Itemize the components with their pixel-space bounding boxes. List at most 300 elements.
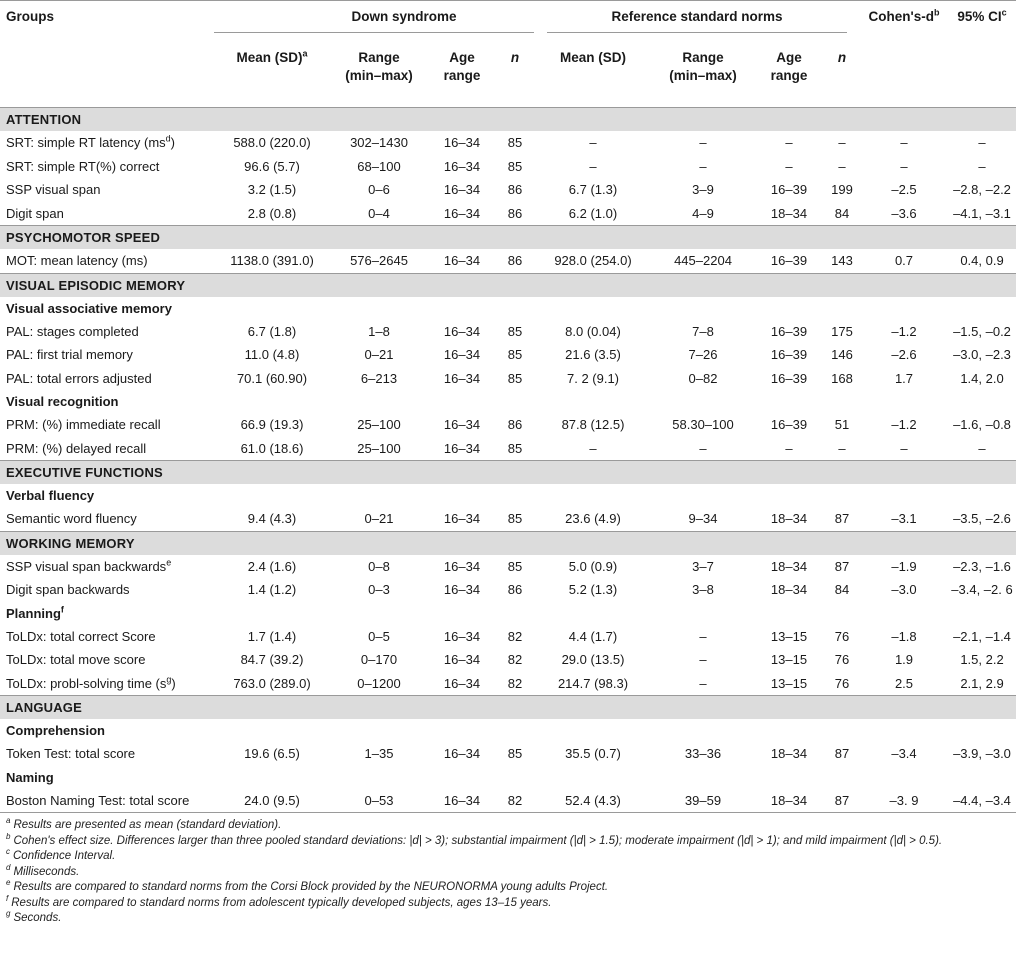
ref-age-cell: 18–34 bbox=[770, 511, 808, 527]
measure-label: SSP visual span bbox=[6, 182, 101, 198]
measure-label: Digit span backwards bbox=[6, 582, 130, 598]
footnote-mark: c bbox=[6, 847, 10, 857]
table-row bbox=[0, 625, 1016, 649]
ref-mean-cell: 6.7 (1.3) bbox=[568, 182, 618, 198]
ds-range-cell: 0–1200 bbox=[357, 675, 401, 691]
measure-label-cell bbox=[0, 672, 214, 696]
cohens-d-cell: –2.5 bbox=[891, 182, 917, 198]
ref-mean-cell: 4.4 (1.7) bbox=[568, 628, 618, 644]
ref-range-cell: 3–7 bbox=[692, 558, 714, 574]
ds-age-cell: 16–34 bbox=[428, 789, 496, 813]
subheading-text: Naming bbox=[6, 769, 54, 785]
cohens-d-cell: 1.9 bbox=[894, 652, 914, 668]
ref-age-cell: – bbox=[785, 135, 793, 151]
ds-n-header bbox=[496, 43, 534, 108]
ds-n-cell: 86 bbox=[507, 417, 523, 433]
ci-cell: –3.0, –2.3 bbox=[953, 347, 1011, 363]
measure-label: ToLDx: total move score bbox=[6, 652, 146, 668]
ref-n-cell: 199 bbox=[831, 182, 853, 198]
ds-age-cell: 16–34 bbox=[443, 746, 481, 762]
section-title: LANGUAGE bbox=[0, 696, 1016, 720]
ref-age-cell: 16–39 bbox=[770, 347, 808, 363]
subheading-text: Verbal fluency bbox=[6, 488, 95, 503]
measure-label-cell bbox=[0, 437, 214, 461]
ds-age-cell: 16–34 bbox=[443, 417, 481, 433]
measure-label-cell bbox=[0, 367, 214, 391]
ds-range-cell: 1–8 bbox=[368, 323, 390, 339]
section-title: PSYCHOMOTOR SPEED bbox=[0, 226, 1016, 250]
ds-n-cell: 85 bbox=[507, 135, 523, 151]
ds-range-cell: 0–170 bbox=[360, 652, 398, 668]
ds-range-cell: 6–213 bbox=[360, 370, 398, 386]
table-row bbox=[0, 155, 1016, 179]
ref-mean-cell: – bbox=[589, 135, 597, 151]
measure-label-cell bbox=[0, 249, 214, 273]
ds-mean-cell: 96.6 (5.7) bbox=[244, 158, 300, 174]
ci-label: 95% CI bbox=[957, 9, 1002, 24]
measure-label-cell bbox=[0, 555, 214, 579]
cohens-d-cell: –3.0 bbox=[891, 582, 917, 598]
ref-mean-label: Mean (SD) bbox=[559, 50, 626, 65]
ds-age-cell: 16–34 bbox=[443, 347, 481, 363]
measure-label: PAL: stages completed bbox=[6, 323, 139, 339]
empty-header-ci bbox=[948, 43, 1016, 108]
footnote-text: Cohen's effect size. Differences larger than three pooled standard deviations: |d| > 3); substantial impairment (|d| > 1.5); moderate impairment (|d| > 1); and mild impairment (|d| > 0.5). bbox=[13, 834, 943, 847]
table-row bbox=[0, 578, 1016, 602]
measure-label: PRM: (%) delayed recall bbox=[6, 440, 147, 456]
ref-mean-cell: 21.6 (3.5) bbox=[565, 347, 621, 363]
ds-range-cell: 0–5 bbox=[368, 628, 390, 644]
ci-cell: –3.5, –2.6 bbox=[953, 511, 1011, 527]
empty-header bbox=[0, 43, 214, 108]
reference-norms-header bbox=[534, 1, 860, 44]
ref-n-cell: 87 bbox=[824, 789, 860, 813]
ds-range-cell: 0–3 bbox=[368, 582, 390, 598]
footnote bbox=[6, 893, 1006, 912]
cohens-d-cell: –2.6 bbox=[891, 347, 917, 363]
ref-age-cell: 13–15 bbox=[770, 628, 808, 644]
ds-mean-cell: 11.0 (4.8) bbox=[244, 347, 300, 363]
ref-age-cell: 18–34 bbox=[770, 558, 808, 574]
ds-range-cell: 1–35 bbox=[364, 746, 394, 762]
ref-age-cell: 13–15 bbox=[770, 652, 808, 668]
measure-footnote-mark: e bbox=[166, 557, 172, 568]
ref-n-header bbox=[824, 43, 860, 108]
measure-label-cell bbox=[0, 789, 214, 813]
ds-range-label-1: Range bbox=[358, 50, 400, 65]
section-heading-row bbox=[0, 696, 1016, 720]
footnote-mark: b bbox=[6, 831, 11, 841]
ci-cell: –1.6, –0.8 bbox=[953, 417, 1011, 433]
ci-footnote-mark: c bbox=[1001, 7, 1007, 18]
table-row bbox=[0, 672, 1016, 696]
ds-mean-cell: 61.0 (18.6) bbox=[240, 440, 304, 456]
ds-n-cell: 86 bbox=[507, 253, 523, 269]
measure-label: Boston Naming Test: total score bbox=[6, 792, 190, 808]
ref-range-cell: 39–59 bbox=[652, 789, 754, 813]
subheading-row bbox=[0, 766, 1016, 789]
ds-mean-cell: 66.9 (19.3) bbox=[240, 417, 304, 433]
ds-n-cell: 82 bbox=[507, 675, 523, 691]
measure-label: SRT: simple RT latency (ms bbox=[6, 135, 166, 151]
ci-cell: 1.4, 2.0 bbox=[960, 370, 1004, 386]
measure-label-cell bbox=[0, 507, 214, 531]
ref-n-cell: 87 bbox=[834, 746, 850, 762]
measure-label-cell bbox=[0, 625, 214, 649]
ds-range-cell: 576–2645 bbox=[350, 253, 408, 269]
ref-n-cell: 76 bbox=[834, 675, 850, 691]
ds-mean-cell: 1.7 (1.4) bbox=[247, 628, 297, 644]
ref-age-cell: 18–34 bbox=[754, 789, 824, 813]
table-row bbox=[0, 343, 1016, 367]
ds-range-cell: 0–53 bbox=[330, 789, 428, 813]
section-title: ATTENTION bbox=[0, 108, 1016, 132]
ref-mean-cell: 6.2 (1.0) bbox=[568, 205, 618, 221]
ds-range-cell: 302–1430 bbox=[350, 135, 408, 151]
cohens-d-footnote-mark: b bbox=[933, 7, 940, 18]
table-row bbox=[0, 789, 1016, 813]
ref-range-cell: 33–36 bbox=[684, 746, 722, 762]
footnote-text: Seconds. bbox=[13, 912, 62, 924]
ref-range-cell: 9–34 bbox=[688, 511, 718, 527]
subheading-row bbox=[0, 484, 1016, 507]
ds-age-cell: 16–34 bbox=[443, 253, 481, 269]
ci-cell: –3.9, –3.0 bbox=[953, 746, 1011, 762]
subheading bbox=[0, 766, 1016, 789]
measure-label: PAL: total errors adjusted bbox=[6, 370, 152, 386]
cohens-d-cell: –3.6 bbox=[891, 205, 917, 221]
subheading-row bbox=[0, 602, 1016, 625]
ref-n-cell: 175 bbox=[831, 323, 853, 339]
section-heading-row bbox=[0, 226, 1016, 250]
measure-label: PRM: (%) immediate recall bbox=[6, 417, 161, 433]
ds-age-cell: 16–34 bbox=[443, 558, 481, 574]
ci-cell: –4.4, –3.4 bbox=[948, 789, 1016, 813]
ref-range-cell: – bbox=[699, 158, 707, 174]
table-row bbox=[0, 742, 1016, 766]
measure-label: Digit span bbox=[6, 205, 64, 221]
ref-age-header bbox=[754, 43, 824, 108]
ref-mean-cell: 29.0 (13.5) bbox=[561, 652, 625, 668]
ref-age-cell: 18–34 bbox=[770, 582, 808, 598]
ref-range-cell: 7–26 bbox=[688, 347, 718, 363]
ci-cell: 1.5, 2.2 bbox=[960, 652, 1004, 668]
footnote-mark: d bbox=[6, 862, 11, 872]
subheading-row bbox=[0, 297, 1016, 320]
subheading bbox=[0, 602, 1016, 625]
table-row bbox=[0, 437, 1016, 461]
measure-label: PAL: first trial memory bbox=[6, 347, 133, 363]
ref-mean-cell: 214.7 (98.3) bbox=[557, 675, 629, 691]
ds-mean-label: Mean (SD) bbox=[236, 50, 303, 65]
cohens-d-header bbox=[860, 1, 948, 44]
ds-range-cell: 0–8 bbox=[368, 558, 390, 574]
ref-mean-cell: 35.5 (0.7) bbox=[565, 746, 621, 762]
table-row bbox=[0, 648, 1016, 672]
ref-n-cell: 76 bbox=[834, 628, 850, 644]
ref-range-cell: 445–2204 bbox=[674, 253, 732, 269]
measure-label-cell bbox=[0, 131, 214, 155]
cohens-d-cell: 2.5 bbox=[894, 675, 914, 691]
ref-mean-cell: 23.6 (4.9) bbox=[565, 511, 621, 527]
ds-age-cell: 16–34 bbox=[443, 511, 481, 527]
ref-age-cell: 16–39 bbox=[770, 182, 808, 198]
reference-norms-label: Reference standard norms bbox=[547, 9, 847, 33]
ci-cell: –1.5, –0.2 bbox=[953, 323, 1011, 339]
ref-mean-header bbox=[534, 43, 652, 108]
table-row bbox=[0, 555, 1016, 579]
section-heading-row bbox=[0, 273, 1016, 297]
cohens-d-cell: –1.9 bbox=[891, 558, 917, 574]
ref-age-cell: 16–39 bbox=[770, 370, 808, 386]
cohens-d-cell: 1.7 bbox=[894, 370, 914, 386]
footnote-text: Results are compared to standard norms from the Corsi Block provided by the NEURONORMA young adults Project. bbox=[13, 881, 609, 893]
ci-cell: 2.1, 2.9 bbox=[960, 675, 1004, 691]
section-title: EXECUTIVE FUNCTIONS bbox=[0, 461, 1016, 485]
footnote-text: Results are presented as mean (standard deviation). bbox=[13, 819, 282, 831]
cohens-d-cell: – bbox=[900, 135, 908, 151]
ref-mean-cell: 7. 2 (9.1) bbox=[566, 370, 620, 386]
ds-mean-cell: 84.7 (39.2) bbox=[240, 652, 304, 668]
subheading-text: Planning bbox=[6, 605, 61, 621]
ds-range-cell: 0–6 bbox=[368, 182, 390, 198]
ref-range-cell: 4–9 bbox=[692, 205, 714, 221]
subheading-footnote-mark: f bbox=[60, 604, 64, 615]
ds-range-cell: 25–100 bbox=[357, 417, 401, 433]
mean-footnote-mark: a bbox=[302, 48, 308, 59]
table-row bbox=[0, 249, 1016, 273]
measure-label-cell bbox=[0, 202, 214, 226]
footnotes bbox=[6, 818, 1006, 927]
ci-cell: –2.3, –1.6 bbox=[953, 558, 1011, 574]
ds-age-cell: 16–34 bbox=[443, 675, 481, 691]
footnote-text: Confidence Interval. bbox=[13, 850, 116, 862]
ds-n-cell: 85 bbox=[507, 511, 523, 527]
ref-range-cell: 3–8 bbox=[692, 582, 714, 598]
down-syndrome-label: Down syndrome bbox=[214, 9, 534, 33]
measure-label-cell bbox=[0, 413, 214, 437]
ds-mean-cell: 1138.0 (391.0) bbox=[230, 253, 314, 269]
ref-range-header bbox=[652, 43, 754, 108]
footnote bbox=[6, 831, 1006, 850]
ds-mean-cell: 3.2 (1.5) bbox=[247, 182, 297, 198]
down-syndrome-header bbox=[214, 1, 534, 44]
measure-label-cell bbox=[0, 648, 214, 672]
ref-n-cell: 168 bbox=[831, 370, 853, 386]
ref-age-label-2: range bbox=[770, 68, 808, 83]
ci-header bbox=[948, 1, 1016, 44]
ci-cell: – bbox=[978, 158, 986, 174]
ds-age-cell: 16–34 bbox=[443, 135, 481, 151]
ref-range-cell: – bbox=[699, 652, 707, 668]
header-row-groups bbox=[0, 1, 1016, 44]
measure-label: Token Test: total score bbox=[6, 746, 136, 762]
ref-age-cell: 18–34 bbox=[770, 205, 808, 221]
ds-range-cell: 0–21 bbox=[364, 347, 394, 363]
ds-n-cell: 85 bbox=[507, 347, 523, 363]
ref-mean-cell: 928.0 (254.0) bbox=[554, 253, 632, 269]
subheading bbox=[0, 297, 1016, 320]
ds-mean-cell: 70.1 (60.90) bbox=[236, 370, 308, 386]
measure-label-suffix: ) bbox=[171, 675, 176, 691]
section-title: VISUAL EPISODIC MEMORY bbox=[0, 273, 1016, 297]
measure-footnote-mark: d bbox=[165, 133, 171, 144]
ds-mean-cell: 24.0 (9.5) bbox=[214, 789, 330, 813]
ds-n-cell: 86 bbox=[507, 582, 523, 598]
ds-mean-cell: 588.0 (220.0) bbox=[233, 135, 311, 151]
ds-range-cell: 0–4 bbox=[368, 205, 390, 221]
measure-label-cell bbox=[0, 178, 214, 202]
measure-label-cell bbox=[0, 742, 214, 766]
section-title: WORKING MEMORY bbox=[0, 531, 1016, 555]
ci-cell: –2.8, –2.2 bbox=[953, 182, 1011, 198]
measure-label-cell bbox=[0, 155, 214, 179]
subheading bbox=[0, 390, 1016, 413]
ds-age-cell: 16–34 bbox=[443, 158, 481, 174]
table-row bbox=[0, 367, 1016, 391]
ds-age-cell: 16–34 bbox=[443, 652, 481, 668]
cohens-d-cell: – bbox=[900, 440, 908, 456]
ds-age-cell: 16–34 bbox=[443, 182, 481, 198]
measure-label: ToLDx: probl-solving time (s bbox=[6, 675, 167, 691]
measure-label-cell bbox=[0, 320, 214, 344]
cohens-d-cell: –1.8 bbox=[891, 628, 917, 644]
cohens-d-cell: –3.1 bbox=[891, 511, 917, 527]
table-row bbox=[0, 413, 1016, 437]
ref-n-cell: 76 bbox=[834, 652, 850, 668]
footnote bbox=[6, 818, 1006, 834]
ds-age-cell: 16–34 bbox=[443, 440, 481, 456]
ds-n-cell: 85 bbox=[507, 558, 523, 574]
ds-n-cell: 82 bbox=[507, 628, 523, 644]
cohens-d-cell: –1.2 bbox=[891, 417, 917, 433]
groups-header: Groups bbox=[0, 1, 214, 44]
cohens-d-cell: – bbox=[900, 158, 908, 174]
cohens-d-cell: –3. 9 bbox=[860, 789, 948, 813]
empty-header-d bbox=[860, 43, 948, 108]
cohens-d-cell: 0.7 bbox=[894, 253, 914, 269]
ref-mean-cell: – bbox=[589, 158, 597, 174]
ref-mean-cell: 5.0 (0.9) bbox=[568, 558, 618, 574]
ref-range-cell: 0–82 bbox=[688, 370, 718, 386]
footnote-mark: g bbox=[6, 909, 11, 919]
subheading-row bbox=[0, 390, 1016, 413]
measure-footnote-mark: g bbox=[166, 674, 172, 685]
ref-range-cell: – bbox=[699, 628, 707, 644]
ds-age-header bbox=[428, 43, 496, 108]
section-heading-row bbox=[0, 461, 1016, 485]
ci-cell: –2.1, –1.4 bbox=[953, 628, 1011, 644]
table-row bbox=[0, 131, 1016, 155]
footnote-text: Results are compared to standard norms from adolescent typically developed subjects, ages 13–15 years. bbox=[11, 896, 552, 909]
ref-range-label-1: Range bbox=[682, 50, 724, 65]
measure-label: ToLDx: total correct Score bbox=[6, 628, 156, 644]
section-heading-row bbox=[0, 531, 1016, 555]
ds-range-label-2: (min–max) bbox=[345, 68, 413, 83]
ref-n-cell: 143 bbox=[831, 253, 853, 269]
subheading-text: Visual recognition bbox=[6, 394, 119, 409]
ds-age-label-2: range bbox=[443, 68, 481, 83]
ds-age-label-1: Age bbox=[449, 50, 475, 65]
results-table-body bbox=[0, 108, 1016, 813]
ref-age-cell: – bbox=[785, 158, 793, 174]
ds-n-cell: 82 bbox=[496, 789, 534, 813]
footnote-mark: e bbox=[6, 878, 11, 888]
ds-range-cell: 25–100 bbox=[357, 440, 401, 456]
ref-range-cell: – bbox=[699, 135, 707, 151]
ref-n-cell: 87 bbox=[834, 558, 850, 574]
footnote bbox=[6, 880, 1006, 896]
ref-n-cell: 84 bbox=[834, 582, 850, 598]
footnote bbox=[6, 911, 1006, 927]
ci-cell: –3.4, –2. 6 bbox=[951, 582, 1013, 598]
ref-range-cell: 7–8 bbox=[692, 323, 714, 339]
ref-mean-cell: 52.4 (4.3) bbox=[534, 789, 652, 813]
ds-range-cell: 68–100 bbox=[357, 158, 401, 174]
ref-n-cell: – bbox=[838, 440, 846, 456]
ds-mean-cell: 19.6 (6.5) bbox=[244, 746, 300, 762]
ds-n-cell: 86 bbox=[507, 205, 523, 221]
ds-range-cell: 0–21 bbox=[364, 511, 394, 527]
ref-mean-cell: – bbox=[589, 440, 597, 456]
ci-cell: 0.4, 0.9 bbox=[960, 253, 1004, 269]
ds-age-cell: 16–34 bbox=[443, 370, 481, 386]
measure-label: SRT: simple RT(%) correct bbox=[6, 158, 160, 174]
ref-range-cell: – bbox=[699, 675, 707, 691]
ref-range-cell: 58.30–100 bbox=[672, 417, 734, 433]
ref-n-cell: – bbox=[838, 135, 846, 151]
ref-n-cell: 87 bbox=[834, 511, 850, 527]
header-row-columns bbox=[0, 43, 1016, 108]
ds-range-header bbox=[330, 43, 428, 108]
measure-label-cell bbox=[0, 578, 214, 602]
ds-n-cell: 85 bbox=[507, 746, 523, 762]
ds-mean-cell: 6.7 (1.8) bbox=[247, 323, 297, 339]
table-row bbox=[0, 202, 1016, 226]
ds-n-label: n bbox=[510, 50, 520, 65]
ds-n-cell: 85 bbox=[507, 323, 523, 339]
subheading bbox=[0, 484, 1016, 507]
ds-n-cell: 85 bbox=[507, 158, 523, 174]
ref-age-cell: 16–39 bbox=[770, 253, 808, 269]
subheading bbox=[0, 719, 1016, 742]
footnote-text: Milliseconds. bbox=[13, 865, 80, 878]
ds-n-cell: 82 bbox=[507, 652, 523, 668]
footnote bbox=[6, 849, 1006, 865]
ds-n-cell: 85 bbox=[507, 440, 523, 456]
measure-label: Semantic word fluency bbox=[6, 511, 137, 527]
ds-mean-header bbox=[214, 43, 330, 108]
ds-age-cell: 16–34 bbox=[443, 628, 481, 644]
ref-age-cell: 18–34 bbox=[770, 746, 808, 762]
ci-cell: –4.1, –3.1 bbox=[953, 205, 1011, 221]
table-row bbox=[0, 178, 1016, 202]
ds-mean-cell: 2.8 (0.8) bbox=[247, 205, 297, 221]
ds-mean-cell: 1.4 (1.2) bbox=[247, 582, 297, 598]
ci-cell: – bbox=[978, 440, 986, 456]
ref-range-cell: 3–9 bbox=[692, 182, 714, 198]
ds-mean-cell: 2.4 (1.6) bbox=[247, 558, 297, 574]
ref-age-cell: 16–39 bbox=[770, 323, 808, 339]
ref-n-cell: 51 bbox=[834, 417, 850, 433]
ds-age-cell: 16–34 bbox=[443, 323, 481, 339]
ref-mean-cell: 8.0 (0.04) bbox=[565, 323, 621, 339]
cohens-d-label: Cohen's-d bbox=[868, 9, 934, 24]
subheading-text: Visual associative memory bbox=[6, 300, 172, 316]
ref-n-cell: 146 bbox=[831, 347, 853, 363]
ref-age-cell: – bbox=[785, 440, 793, 456]
ref-age-cell: 13–15 bbox=[770, 675, 808, 691]
